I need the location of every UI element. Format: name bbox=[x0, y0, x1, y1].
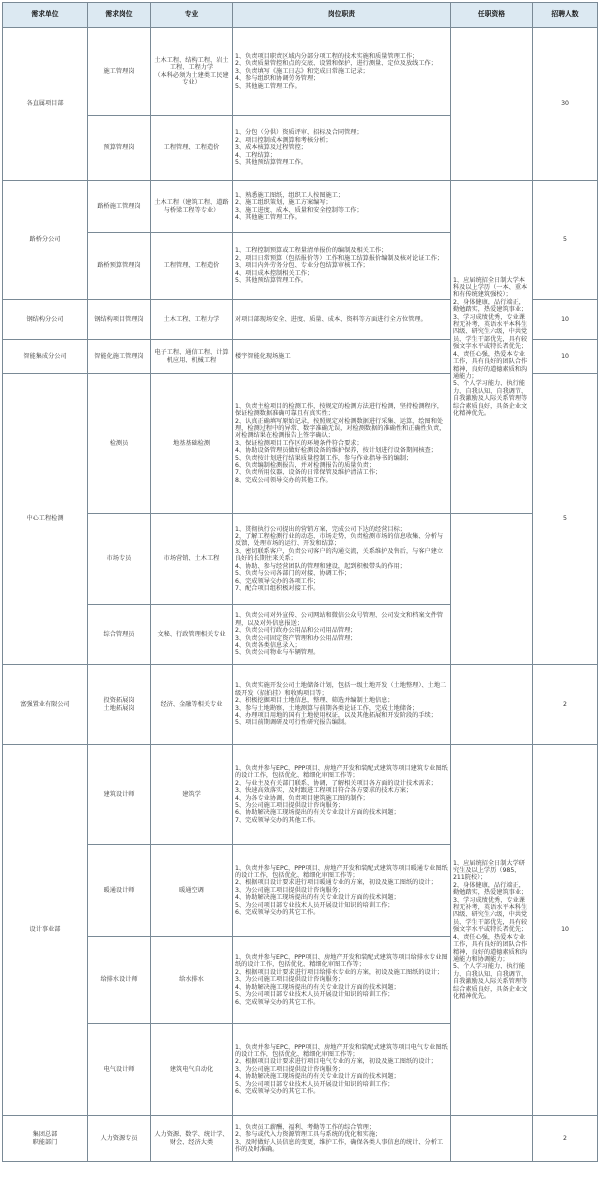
post-cell: 市场专员 bbox=[88, 514, 151, 605]
count-cell: 2 bbox=[533, 665, 598, 745]
table-row bbox=[3, 665, 598, 745]
duties-cell: 1、负责主检项目的检测工作，按规定的检测方法进行检测，坚持检测程序，保证检测数据准确可靠且有真实性； 2、认真正确填写原始记录，按照规定对检测数据进行采集、运算，绘图和处理，检测过程中的异常、数字准确无误，对检测数据的准确性和正确性负责，对检测结果在检测报告上签字确认； 3、保证检测项目工作区的环境条件符合要求； 4、协助设备管理员做好检测设备的维护保养，按计划进行设备期间核查； 5、负责按计划进行结果质量控制工作，参与作业指导书的编制； 6、负责编制检测报告，并对检测报告的质量负责； 7、负责所用仪器、设备的日常保管及维护清洁工作； 8、完成公司领导交办的其他工作。 bbox=[233, 374, 451, 514]
unit-cell: 集团总部 职能部门 bbox=[3, 1116, 88, 1162]
post-cell: 预算管理岗 bbox=[88, 116, 151, 181]
header-qualifications: 任职资格 bbox=[451, 3, 533, 28]
header-count: 招聘人数 bbox=[533, 3, 598, 28]
unit-cell: 各直属项目部 bbox=[3, 28, 88, 181]
recruitment-table bbox=[2, 2, 598, 1162]
major-cell: 暖通空调 bbox=[151, 845, 233, 937]
qualification-cell bbox=[451, 28, 533, 181]
header-post: 需求岗位 bbox=[88, 3, 151, 28]
table-row bbox=[3, 181, 598, 233]
header-duties: 岗位职责 bbox=[233, 3, 451, 28]
header-unit: 需求单位 bbox=[3, 3, 88, 28]
unit-cell: 富强置业有限公司 bbox=[3, 665, 88, 745]
major-cell: 给水排水 bbox=[151, 937, 233, 1024]
unit-cell: 钢结构分公司 bbox=[3, 300, 88, 340]
qualification-cell: 1、应届统招全日制大学本科及以上学历（一本、重本和有传统建筑强校）； 2、身体健康，品行端正，勤勉踏实，热爱建筑事业； 3、学习成绩优秀，专业课程无补考，英语水平本科生四级、研究生六级，中共党员、学生干部优先，具有较强文字水平或特长者优先； 4、责任心强，热爱本专业工作，具有良好的团队合作精神，良好的道德素质和沟通能力； 5、个人学习能力、执行能力、自我认知、自我调节、自我激励及人际关系管理等综合素质良好，具备企业文化精神优先。 bbox=[451, 181, 533, 514]
major-cell: 电子工程、通信工程、计算机应用、机械工程 bbox=[151, 340, 233, 374]
count-cell: 30 bbox=[533, 28, 598, 181]
duties-cell: 对项目部现场安全、进度、质量、成本、资料等方面进行全方位管理。 bbox=[233, 300, 451, 340]
count-cell: 2 bbox=[533, 1116, 598, 1162]
header-major: 专业 bbox=[151, 3, 233, 28]
major-cell: 土木工程、结构工程、岩土工程、工程力学 （本科必须为土建类工民建专业） bbox=[151, 28, 233, 116]
unit-cell: 设计事业部 bbox=[3, 745, 88, 1116]
table-row bbox=[3, 605, 598, 665]
post-cell: 人力资源专员 bbox=[88, 1116, 151, 1162]
unit-cell: 中心工程检测 bbox=[3, 374, 88, 665]
duties-cell: 1、负责员工薪酬、福利、考勤等工作的综合管理； 2、参与或代入力资源管理工具与系统的优化和实施； 3、及时做好人员信息的变更，维护工作，确保各类人事信息的统计、分析工作的及时准确。 bbox=[233, 1116, 451, 1162]
table-row bbox=[3, 745, 598, 845]
post-cell: 暖通设计师 bbox=[88, 845, 151, 937]
duties-cell: 1、负责并参与EPC、PPP项目、房地产开发和装配式建筑等项目暖通专业图纸的设计工作，包括优化、精细化审图工作等； 2、根据项目设计要求进行项目暖通专业的方案，初设及施工图纸的设计； 3、为公司施工项目提供设计咨询服务； 4、协助解决施工现场提出的有关专业设计方面的技术问题； 5、为公司项目部专业技术人员开展设计知识的培训工作； 6、完成领导交办的其它工作。 bbox=[233, 845, 451, 937]
unit-cell: 路桥分公司 bbox=[3, 181, 88, 300]
duties-cell: 1、负责并参与EPC、PPP项目、房地产开发和装配式建筑等项目电气专业图纸的设计工作，包括优化、精细化审图工作等； 2、根据项目设计要求进行项目电气专业的方案，初设及施工图纸的设计； 3、为公司施工项目提供设计咨询服务； 4、协助解决施工现场提出的有关专业设计方面的技术问题； 5、为公司项目部专业技术人员开展设计知识的培训工作； 6、完成领导交办的其它工作。 bbox=[233, 1024, 451, 1116]
post-cell: 施工管理岗 bbox=[88, 28, 151, 116]
major-cell: 工程管理、工程造价 bbox=[151, 116, 233, 181]
duties-cell: 楼宇智能化现场施工 bbox=[233, 340, 451, 374]
table-row bbox=[3, 1116, 598, 1162]
table-row bbox=[3, 28, 598, 116]
post-cell: 给排水设计师 bbox=[88, 937, 151, 1024]
major-cell: 工程管理、工程造价 bbox=[151, 233, 233, 300]
major-cell: 地基基础检测 bbox=[151, 374, 233, 514]
post-cell: 综合管理员 bbox=[88, 605, 151, 665]
duties-cell: 1、分包（分供）资质评审、招标及合同管理； 2、项目控制成本测算和考核分析； 3、成本核算及过程管控； 4、工程结算； 5、其他预结算管理工作。 bbox=[233, 116, 451, 181]
count-cell: 10 bbox=[533, 745, 598, 1116]
count-cell: 5 bbox=[533, 374, 598, 665]
duties-cell: 1、负责并参与EPC、PPP项目、房地产开发和装配式建筑等项目建筑专业图纸的设计工作，包括优化、精细化审图工作等； 2、与业主及有关部门联系、协调，了解相关项目各方面的设计技术需求； 3、快速高效落实，及时跟进工程项目符合各方要求的技术方案； 4、为各专业协调、负责项目建筑施工图的制作； 5、为公司施工项目提供设计咨询服务； 6、协助解决施工现场提出的有关专业设计方面的技术问题； 7、完成领导交办的其他工作。 bbox=[233, 745, 451, 845]
major-cell: 市场营销、土木工程 bbox=[151, 514, 233, 605]
duties-cell: 1、负责项目职责区域内分部分项工程的技术实施和质量管理工作； 2、负责质量管控和点的交底、设置和保护，进行测量、定位及放线工作； 3、负责填写《施工日志》和完成日常施工记录； 4、参与组织和协调劳务管理； 5、其他施工管理工作。 bbox=[233, 28, 451, 116]
count-cell: 10 bbox=[533, 300, 598, 340]
major-cell: 建筑学 bbox=[151, 745, 233, 845]
post-cell: 钢结构项目管理岗 bbox=[88, 300, 151, 340]
count-cell: 10 bbox=[533, 340, 598, 374]
duties-cell: 1、负责公司对外宣传、公司网站和微信公众号管理、公司发文和档案文件管理，以及对外信息报送； 2、负责公司行政办公用品和公司用品管理； 3、负责公司固定资产管理和办公用品管理； 4、负责各类信息录入； 5、负责公司物业与车辆管理。 bbox=[233, 605, 451, 665]
unit-cell: 智能集成分公司 bbox=[3, 340, 88, 374]
post-cell: 路桥预算管理岗 bbox=[88, 233, 151, 300]
post-cell: 电气设计师 bbox=[88, 1024, 151, 1116]
post-cell: 建筑设计师 bbox=[88, 745, 151, 845]
post-cell: 检测员 bbox=[88, 374, 151, 514]
table-row bbox=[3, 514, 598, 605]
header-row bbox=[3, 3, 598, 28]
major-cell: 人力资源、数学、统计学、财会、经济大类 bbox=[151, 1116, 233, 1162]
count-cell: 5 bbox=[533, 181, 598, 300]
duties-cell: 1、贯彻执行公司提出的营销方案，完成公司下达的经营目标； 2、了解工程检测行业的动态、市场走势，负责检测市场的信息收集、分析与反馈，处理市场的运行、开发和结算； 3、密切联系客户，负责公司客户的沟通交流，关系维护及售后，与客户建立良好的长期往来关系； 4、协助、参与经营团队的管理和建设，起到积极带头的作用； 5、负责与公司各部门的对接、协调工作； 6、完成领导交办的各项工作； 7、配合项目组积极对接工作。 bbox=[233, 514, 451, 605]
duties-cell: 1、熟悉施工图纸，组织工人按图施工； 2、施工组织策划，施工方案编写； 3、施工进度、成本、质量和安全控制等工作； 4、其他施工管理工作。 bbox=[233, 181, 451, 233]
qualification-cell bbox=[451, 665, 533, 745]
duties-cell: 1、负责实施开发公司土地储备计划，包括一级土地开发（土地整理）、土地二级开发（招拍挂）和收购项目等； 2、积极挖掘项目土地信息，整理、筛选并编制土地信息； 3、参与土地勘察，土地测算与前期各类论证工作，完成土地储备； 4、办理项目用地的国有土地使用权证，以及其他拓展和开发阶段的手续； 5、项目前期调研及可行性研究报告编制。 bbox=[233, 665, 451, 745]
qualification-cell: 1、应届统招全日制大学研究生及以上学历（985、211院校）； 2、身体健康，品行端正，勤勉踏实，热爱建筑事业； 3、学习成绩优秀，专业课程无补考，英语水平本科生四级、研究生六级，中共党员、学生干部优先，具有较强文字水平或特长者优先； 4、责任心强，热爱本专业工作，具有良好的团队合作精神，良好的道德素质和沟通能力和协调能力； 5、个人学习能力、执行能力、自我认知、自我调节、自我激励及人际关系管理等综合素质良好，具备企业文化精神优先。 bbox=[451, 745, 533, 1116]
duties-cell: 1、负责并参与EPC、PPP项目、房地产开发和装配式建筑等项目给排水专业图纸的设计工作，包括优化、精细化审图工作等； 2、根据项目设计要求进行项目给排水专业的方案，初设及施工图纸的设计； 3、为公司施工项目提供设计咨询服务； 4、协助解决施工现场提出的有关专业设计方面的技术问题； 5、为公司项目部专业技术人员开展设计知识的培训工作； 6、完成领导交办的其它工作。 bbox=[233, 937, 451, 1024]
major-cell: 建筑电气自动化 bbox=[151, 1024, 233, 1116]
post-cell: 投资拓展岗 土地拓展岗 bbox=[88, 665, 151, 745]
major-cell: 文秘、行政管理相关专业 bbox=[151, 605, 233, 665]
post-cell: 路桥施工管理岗 bbox=[88, 181, 151, 233]
major-cell: 土木工程（建筑工程、道路与桥梁工程等专业） bbox=[151, 181, 233, 233]
duties-cell: 1、工程控制预算或工程量清单报价的编制及相关工作； 2、项目日常预算（包括报价等）工作和施工结算报价编制及核对论证工作； 3、项目内外劳务分包、专业分包结算审核工作； 4、项目成本控制相关工作； 5、其他预结算管理工作。 bbox=[233, 233, 451, 300]
post-cell: 智能化施工管理岗 bbox=[88, 340, 151, 374]
major-cell: 经济、金融等相关专业 bbox=[151, 665, 233, 745]
qualification-cell bbox=[451, 1116, 533, 1162]
major-cell: 土木工程、工程力学 bbox=[151, 300, 233, 340]
